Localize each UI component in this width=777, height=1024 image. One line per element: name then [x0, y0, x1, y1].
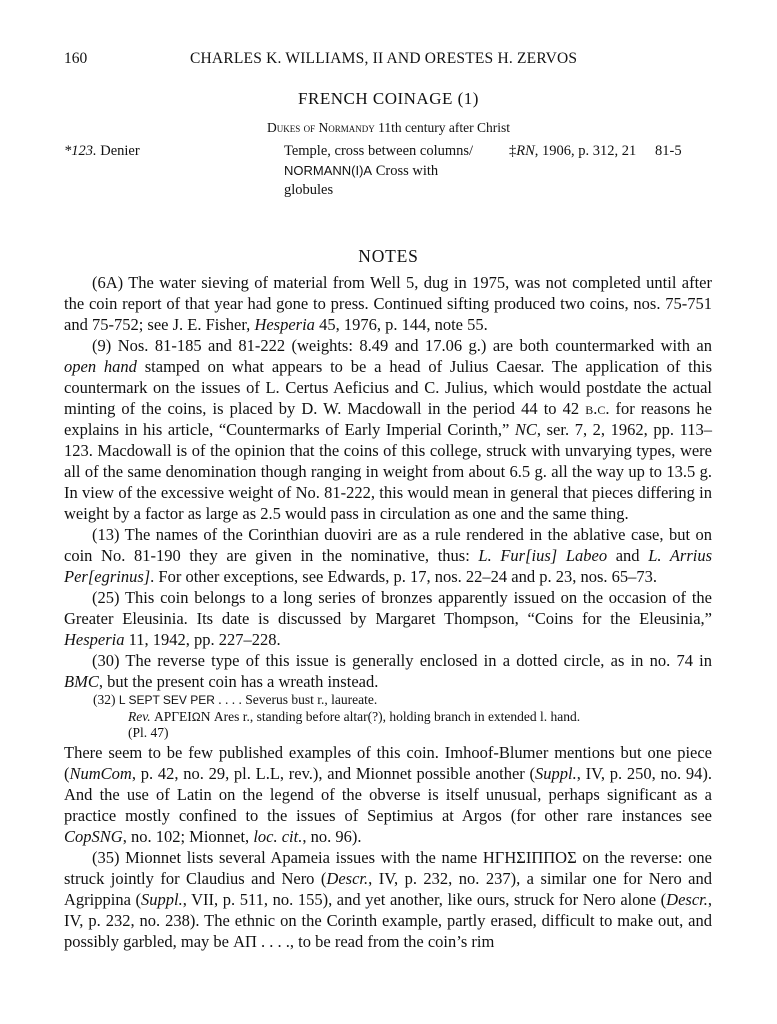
note-9: (9) Nos. 81-185 and 81-222 (weights: 8.49 and 17.06 g.) are both countermarked with an open hand stamped on what appears to be a head of Julius Caesar. The application of this countermark on the issues of L. Certus Aeficius and C. Julius, which would postdate the actual minting of the coins, is placed by D. W. Macdowall in the period 44 to 42 b.c. for reasons he explains in his article, “Countermarks of Early Imperial Corinth,” NC, ser. 7, 2, 1962, pp. 113–123. Macdowall is of the opinion that the coins of this college, struck with unvarying types, were all of the same denomination though ranging in weight from about 6.5 g. all the way up to 13.5 g. In view of the excessive weight of No. 81-222, this would mean in general that pieces differing in weight by a factor as large as 2.5 would pass in circulation as one and the same thing.: [64, 336, 712, 523]
catalog-obverse: Temple, cross between columns/: [284, 143, 474, 159]
running-title: CHARLES K. WILLIAMS, II AND ORESTES H. ZERVOS: [190, 50, 578, 67]
note-13: (13) The names of the Corinthian duoviri are as a rule rendered in the ablative case, but on coin No. 81-190 they are given in the nominative, thus: L. Fur[ius] Labeo and L. Arrius Per[egrinus]. For other exceptions, see Edwards, p. 17, nos. 22–24 and p. 23, nos. 65–73.: [64, 525, 712, 586]
catalog-reverse-desc-a: Cross with: [375, 163, 439, 179]
note-32: There seem to be few published examples of this coin. Imhoof-Blumer mentions but one piece (NumCom, p. 42, no. 29, pl. L.L, rev.), and Mionnet possible another (Suppl., IV, p. 250, no. 94). And the use of Latin on the legend of the obverse is itself unusual, perhaps significant as a practice mostly confined to the issues of Septimius at Argos (for other rare instances see CopSNG, no. 102; Mionnet, loc. cit., no. 96).: [64, 742, 712, 846]
section-title: FRENCH COINAGE (1): [298, 89, 479, 108]
notes-body: [64, 272, 712, 952]
note-32-reverse: Rev. ΑΡΓΕΙΩΝ Ares r., standing before altar(?), holding branch in extended l. hand.: [128, 708, 581, 724]
catalog-ref-rest: , 1906, p. 312, 21: [534, 143, 637, 159]
note-25: (25) This coin belongs to a long series of bronzes apparently issued on the occasion of the Greater Eleusinia. Its date is discussed by Margaret Thompson, “Coins for the Eleusinia,” Hesperia 11, 1942, pp. 227–228.: [64, 588, 712, 649]
catalog-reverse-desc-b: globules: [284, 182, 334, 198]
note-30: (30) The reverse type of this issue is generally enclosed in a dotted circle, as in no. 74 in BMC, but the present coin has a wreath instead.: [64, 651, 712, 691]
catalog-denomination: Denier: [100, 143, 140, 159]
page-number: 160: [64, 50, 88, 67]
catalog-ref-journal: RN: [516, 143, 535, 159]
subsection-name: Dukes of Normandy: [267, 120, 375, 135]
note-32-coin-description: [64, 692, 712, 742]
note-6a: (6A) The water sieving of material from Well 5, dug in 1975, was not completed until after the coin report of that year had gone to press. Continued sifting produced two coins, nos. 75-751 and 75-752; see J. E. Fisher, Hesperia 45, 1976, p. 144, note 55.: [64, 273, 712, 334]
note-32-obverse: (32) L SEPT SEV PER . . . . Severus bust r., laureate.: [93, 692, 378, 707]
catalog-reference: [509, 142, 636, 161]
note-32-plate: (Pl. 47): [128, 725, 169, 740]
subsection-title: [0, 120, 777, 136]
note-35: (35) Mionnet lists several Apameia issues with the name ΗΓΗΣΙΠΠΟΣ on the reverse: one struck jointly for Claudius and Nero (Descr., IV, p. 232, no. 237), a similar one for Nero and Agrippina (Suppl., VII, p. 511, no. 155), and yet another, like ours, struck for Nero alone (Descr., IV, p. 232, no. 238). The ethnic on the Corinth example, partly erased, difficult to make out, and possibly garbled, may be ΑΠ . . . ., to be read from the coin’s rim: [64, 847, 712, 951]
catalog-inventory: 81-5: [655, 143, 682, 159]
catalog-number-denomination: [64, 142, 140, 161]
notes-title: NOTES: [358, 246, 419, 266]
catalog-ref-mark: ‡: [509, 143, 517, 159]
running-head: [64, 50, 713, 72]
subsection-period: 11th century after Christ: [378, 120, 510, 135]
catalog-number: *123.: [64, 143, 97, 159]
catalog-description: [284, 142, 484, 200]
catalog-reverse-legend: NORMANN(I)A: [284, 163, 373, 178]
